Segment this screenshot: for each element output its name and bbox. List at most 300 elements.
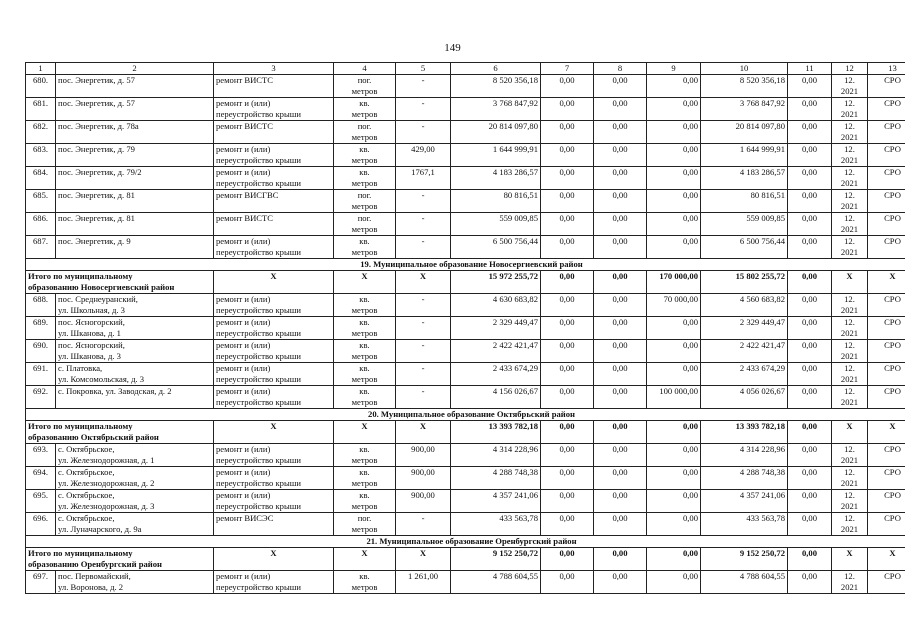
table-cell: СРО <box>868 571 905 594</box>
table-cell: СРО <box>868 236 905 259</box>
table-cell: 0,00 <box>541 444 594 467</box>
table-row <box>26 490 905 513</box>
table-cell: - <box>396 513 451 536</box>
table-cell: пос. Энергетик, д. 81 <box>56 213 214 236</box>
table-cell: 20 814 097,80 <box>701 121 788 144</box>
total-cell: 0,00 <box>647 421 701 444</box>
table-cell: СРО <box>868 490 905 513</box>
table-cell: 0,00 <box>647 236 701 259</box>
total-cell: X <box>832 548 868 571</box>
table-cell: 0,00 <box>788 513 832 536</box>
table-row <box>26 75 905 98</box>
total-cell: 0,00 <box>541 548 594 571</box>
table-cell: СРО <box>868 513 905 536</box>
table-cell: 0,00 <box>541 121 594 144</box>
table-cell: 0,00 <box>541 190 594 213</box>
total-cell: 0,00 <box>594 271 647 294</box>
table-cell: 697. <box>26 571 56 594</box>
table-cell: кв. метров <box>334 490 396 513</box>
column-header: 9 <box>647 63 701 75</box>
total-cell: X <box>832 271 868 294</box>
table-cell: 1767,1 <box>396 167 451 190</box>
table-cell: 12. 2021 <box>832 294 868 317</box>
table-cell: 12. 2021 <box>832 167 868 190</box>
table-cell: 12. 2021 <box>832 444 868 467</box>
table-cell: 0,00 <box>647 75 701 98</box>
table-cell: 0,00 <box>594 340 647 363</box>
table-cell: 12. 2021 <box>832 571 868 594</box>
table-cell: пог. метров <box>334 513 396 536</box>
table-cell: 0,00 <box>647 444 701 467</box>
table-cell: с. Платовка, ул. Комсомольская, д. 3 <box>56 363 214 386</box>
table-cell: кв. метров <box>334 444 396 467</box>
table-cell: 900,00 <box>396 444 451 467</box>
table-cell: кв. метров <box>334 317 396 340</box>
table-cell: 3 768 847,92 <box>701 98 788 121</box>
table-cell: 0,00 <box>788 213 832 236</box>
table-cell: 0,00 <box>788 294 832 317</box>
table-cell: 0,00 <box>788 386 832 409</box>
total-cell: 0,00 <box>541 271 594 294</box>
table-cell: 6 500 756,44 <box>451 236 541 259</box>
table-cell: пос. Ясногорский, ул. Шканова, д. 3 <box>56 340 214 363</box>
table-cell: 686. <box>26 213 56 236</box>
column-header: 3 <box>214 63 334 75</box>
total-cell: X <box>334 271 396 294</box>
table-cell: - <box>396 98 451 121</box>
table-cell: ремонт и (или) переустройство крыши <box>214 236 334 259</box>
table-cell: 685. <box>26 190 56 213</box>
table-cell: 4 288 748,38 <box>701 467 788 490</box>
table-cell: пос. Энергетик, д. 57 <box>56 98 214 121</box>
section-title: 19. Муниципальное образование Новосергиевский район <box>26 259 905 271</box>
table-cell: 0,00 <box>647 490 701 513</box>
table-cell: 0,00 <box>788 98 832 121</box>
table-cell: 0,00 <box>594 98 647 121</box>
table-cell: 0,00 <box>647 121 701 144</box>
table-cell: 681. <box>26 98 56 121</box>
table-cell: кв. метров <box>334 386 396 409</box>
table-cell: 4 314 228,96 <box>451 444 541 467</box>
table-cell: ремонт и (или) переустройство крыши <box>214 444 334 467</box>
table-cell: 12. 2021 <box>832 340 868 363</box>
column-header: 13 <box>868 63 905 75</box>
table-cell: 4 183 286,57 <box>701 167 788 190</box>
table-cell: пос. Энергетик, д. 79/2 <box>56 167 214 190</box>
table-cell: 0,00 <box>594 294 647 317</box>
table-cell: 691. <box>26 363 56 386</box>
table-cell: 0,00 <box>647 513 701 536</box>
table-cell: 0,00 <box>541 513 594 536</box>
total-label: Итого по муниципальному образованию Новосергиевский район <box>26 271 214 294</box>
table-cell: 0,00 <box>594 386 647 409</box>
table-cell: 0,00 <box>594 167 647 190</box>
table-cell: 1 261,00 <box>396 571 451 594</box>
table-cell: кв. метров <box>334 144 396 167</box>
section-header-row <box>26 536 905 548</box>
total-cell: X <box>214 421 334 444</box>
total-row <box>26 421 905 444</box>
table-cell: 0,00 <box>788 190 832 213</box>
table-cell: - <box>396 340 451 363</box>
table-cell: 0,00 <box>647 144 701 167</box>
table-cell: пос. Энергетик, д. 9 <box>56 236 214 259</box>
table-cell: ремонт и (или) переустройство крыши <box>214 467 334 490</box>
table-cell: пос. Первомайский, ул. Воронова, д. 2 <box>56 571 214 594</box>
table-cell: ремонт и (или) переустройство крыши <box>214 571 334 594</box>
table-cell: 0,00 <box>788 467 832 490</box>
table-cell: с. Октябрьское, ул. Железнодорожная, д. 3 <box>56 490 214 513</box>
table-cell: 0,00 <box>541 340 594 363</box>
table-cell: пос. Энергетик, д. 79 <box>56 144 214 167</box>
table-cell: 0,00 <box>541 571 594 594</box>
table-cell: 70 000,00 <box>647 294 701 317</box>
table-cell: 0,00 <box>594 444 647 467</box>
table-cell: 12. 2021 <box>832 317 868 340</box>
total-cell: X <box>214 271 334 294</box>
table-cell: 8 520 356,18 <box>451 75 541 98</box>
table-cell: 80 816,51 <box>701 190 788 213</box>
table-cell: кв. метров <box>334 467 396 490</box>
table-cell: ремонт ВИСЭС <box>214 513 334 536</box>
total-cell: 0,00 <box>541 421 594 444</box>
column-header-row <box>26 63 905 75</box>
total-cell: 0,00 <box>788 421 832 444</box>
table-cell: 0,00 <box>788 236 832 259</box>
total-cell: 0,00 <box>788 271 832 294</box>
table-cell: кв. метров <box>334 363 396 386</box>
table-cell: 0,00 <box>541 213 594 236</box>
table-cell: 696. <box>26 513 56 536</box>
table-cell: ремонт и (или) переустройство крыши <box>214 167 334 190</box>
column-header: 4 <box>334 63 396 75</box>
table-cell: 433 563,78 <box>701 513 788 536</box>
table-cell: с. Октябрьское, ул. Железнодорожная, д. 2 <box>56 467 214 490</box>
table-cell: 3 768 847,92 <box>451 98 541 121</box>
table-cell: 12. 2021 <box>832 98 868 121</box>
table-cell: 0,00 <box>541 167 594 190</box>
table-cell: 12. 2021 <box>832 121 868 144</box>
table-cell: СРО <box>868 340 905 363</box>
table-cell: 0,00 <box>647 340 701 363</box>
total-cell: 9 152 250,72 <box>451 548 541 571</box>
table-row <box>26 340 905 363</box>
table-cell: 4 056 026,67 <box>701 386 788 409</box>
page-number: 149 <box>444 42 461 54</box>
table-cell: 433 563,78 <box>451 513 541 536</box>
total-cell: 15 802 255,72 <box>701 271 788 294</box>
table-cell: 0,00 <box>788 490 832 513</box>
table-cell: с. Октябрьское, ул. Луначарского, д. 9а <box>56 513 214 536</box>
table-cell: 0,00 <box>647 98 701 121</box>
table-cell: - <box>396 317 451 340</box>
table-cell: 0,00 <box>647 213 701 236</box>
table-cell: пос. Энергетик, д. 78а <box>56 121 214 144</box>
total-cell: X <box>334 548 396 571</box>
table-cell: 4 288 748,38 <box>451 467 541 490</box>
table-cell: 0,00 <box>594 144 647 167</box>
column-header: 5 <box>396 63 451 75</box>
total-row <box>26 548 905 571</box>
total-label: Итого по муниципальному образованию Октябрьский район <box>26 421 214 444</box>
table-cell: ремонт и (или) переустройство крыши <box>214 363 334 386</box>
table-cell: кв. метров <box>334 236 396 259</box>
table-cell: кв. метров <box>334 294 396 317</box>
section-title: 21. Муниципальное образование Оренбургский район <box>26 536 905 548</box>
table-cell: 0,00 <box>594 490 647 513</box>
table-cell: СРО <box>868 167 905 190</box>
table-cell: 4 560 683,82 <box>701 294 788 317</box>
table-cell: 0,00 <box>788 571 832 594</box>
table-cell: 0,00 <box>788 167 832 190</box>
table-cell: 0,00 <box>594 363 647 386</box>
table-cell: 12. 2021 <box>832 363 868 386</box>
total-cell: 15 972 255,72 <box>451 271 541 294</box>
table-cell: 0,00 <box>541 317 594 340</box>
table-cell: 0,00 <box>541 75 594 98</box>
table-row <box>26 444 905 467</box>
capital-repair-table <box>25 62 905 594</box>
total-cell: 0,00 <box>594 421 647 444</box>
table-cell: 1 644 999,91 <box>451 144 541 167</box>
table-cell: 0,00 <box>788 363 832 386</box>
table-cell: 693. <box>26 444 56 467</box>
total-cell: X <box>214 548 334 571</box>
table-cell: кв. метров <box>334 571 396 594</box>
table-cell: 0,00 <box>788 121 832 144</box>
table-cell: 0,00 <box>594 121 647 144</box>
table-cell: - <box>396 190 451 213</box>
table-cell: пос. Ясногорский, ул. Шканова, д. 1 <box>56 317 214 340</box>
table-cell: 690. <box>26 340 56 363</box>
column-header: 12 <box>832 63 868 75</box>
total-cell: X <box>868 271 905 294</box>
column-header: 8 <box>594 63 647 75</box>
column-header: 7 <box>541 63 594 75</box>
table-cell: с. Покровка, ул. Заводская, д. 2 <box>56 386 214 409</box>
table-cell: 12. 2021 <box>832 513 868 536</box>
table-cell: 4 788 604,55 <box>451 571 541 594</box>
table-cell: 12. 2021 <box>832 75 868 98</box>
table-cell: кв. метров <box>334 340 396 363</box>
table-cell: ремонт ВИСТС <box>214 75 334 98</box>
table-cell: пог. метров <box>334 213 396 236</box>
table-cell: 687. <box>26 236 56 259</box>
table-cell: 0,00 <box>541 490 594 513</box>
table-cell: 0,00 <box>541 467 594 490</box>
total-cell: 13 393 782,18 <box>451 421 541 444</box>
column-header: 6 <box>451 63 541 75</box>
table-row <box>26 571 905 594</box>
table-cell: ремонт и (или) переустройство крыши <box>214 98 334 121</box>
table-cell: СРО <box>868 467 905 490</box>
table-cell: 682. <box>26 121 56 144</box>
table-cell: 6 500 756,44 <box>701 236 788 259</box>
table-row <box>26 513 905 536</box>
table-cell: 0,00 <box>594 75 647 98</box>
total-cell: X <box>396 271 451 294</box>
table-row <box>26 236 905 259</box>
total-cell: X <box>396 421 451 444</box>
total-row <box>26 271 905 294</box>
table-body <box>26 63 905 594</box>
table-cell: пос. Среднеуранский, ул. Школьная, д. 3 <box>56 294 214 317</box>
table-cell: СРО <box>868 363 905 386</box>
table-row <box>26 190 905 213</box>
table-cell: 100 000,00 <box>647 386 701 409</box>
table-cell: 0,00 <box>788 317 832 340</box>
table-cell: 2 433 674,29 <box>451 363 541 386</box>
table-cell: 2 329 449,47 <box>451 317 541 340</box>
table-cell: 0,00 <box>647 467 701 490</box>
table-cell: 0,00 <box>594 513 647 536</box>
total-cell: X <box>832 421 868 444</box>
table-cell: 12. 2021 <box>832 190 868 213</box>
table-cell: ремонт ВИСТС <box>214 213 334 236</box>
table-cell: 2 422 421,47 <box>451 340 541 363</box>
table-cell: - <box>396 75 451 98</box>
table-cell: 0,00 <box>647 363 701 386</box>
total-cell: 0,00 <box>647 548 701 571</box>
table-row <box>26 167 905 190</box>
table-cell: 8 520 356,18 <box>701 75 788 98</box>
table-cell: 4 357 241,06 <box>451 490 541 513</box>
table-cell: - <box>396 236 451 259</box>
table-cell: СРО <box>868 294 905 317</box>
table-cell: пос. Энергетик, д. 57 <box>56 75 214 98</box>
table-cell: 695. <box>26 490 56 513</box>
table-cell: пог. метров <box>334 121 396 144</box>
total-cell: 9 152 250,72 <box>701 548 788 571</box>
table-cell: - <box>396 363 451 386</box>
table-cell: 684. <box>26 167 56 190</box>
table-cell: 2 433 674,29 <box>701 363 788 386</box>
table-cell: СРО <box>868 444 905 467</box>
total-cell: 0,00 <box>788 548 832 571</box>
table-cell: 0,00 <box>647 167 701 190</box>
total-cell: X <box>334 421 396 444</box>
table-cell: 0,00 <box>594 190 647 213</box>
table-cell: 20 814 097,80 <box>451 121 541 144</box>
table-cell: 0,00 <box>594 213 647 236</box>
table-cell: 0,00 <box>541 363 594 386</box>
table-cell: 0,00 <box>647 190 701 213</box>
table-cell: 2 329 449,47 <box>701 317 788 340</box>
table-row <box>26 213 905 236</box>
table-cell: 0,00 <box>541 386 594 409</box>
table-cell: 559 009,85 <box>451 213 541 236</box>
column-header: 11 <box>788 63 832 75</box>
table-cell: СРО <box>868 386 905 409</box>
table-cell: 689. <box>26 317 56 340</box>
section-title: 20. Муниципальное образование Октябрьский район <box>26 409 905 421</box>
table-cell: 0,00 <box>788 75 832 98</box>
table-row <box>26 363 905 386</box>
table-cell: СРО <box>868 213 905 236</box>
column-header: 10 <box>701 63 788 75</box>
table-cell: СРО <box>868 98 905 121</box>
table-cell: 0,00 <box>788 340 832 363</box>
total-cell: X <box>868 548 905 571</box>
table-cell: 0,00 <box>594 317 647 340</box>
table-cell: 0,00 <box>594 571 647 594</box>
table-cell: пог. метров <box>334 75 396 98</box>
table-cell: 2 422 421,47 <box>701 340 788 363</box>
total-cell: X <box>868 421 905 444</box>
table-cell: 429,00 <box>396 144 451 167</box>
total-cell: 170 000,00 <box>647 271 701 294</box>
table-cell: 900,00 <box>396 467 451 490</box>
table-cell: ремонт и (или) переустройство крыши <box>214 340 334 363</box>
table-cell: ремонт и (или) переустройство крыши <box>214 386 334 409</box>
table-cell: кв. метров <box>334 167 396 190</box>
table-cell: 0,00 <box>541 98 594 121</box>
table-row <box>26 467 905 490</box>
table-cell: 4 630 683,82 <box>451 294 541 317</box>
table-cell: 12. 2021 <box>832 490 868 513</box>
table-row <box>26 144 905 167</box>
table-cell: 0,00 <box>647 317 701 340</box>
table-cell: 0,00 <box>541 236 594 259</box>
table-row <box>26 317 905 340</box>
table-cell: - <box>396 386 451 409</box>
table-cell: 683. <box>26 144 56 167</box>
table-row <box>26 386 905 409</box>
table-cell: СРО <box>868 75 905 98</box>
table-cell: 1 644 999,91 <box>701 144 788 167</box>
table-cell: 0,00 <box>541 144 594 167</box>
table-cell: пог. метров <box>334 190 396 213</box>
table-cell: ремонт ВИСТС <box>214 121 334 144</box>
table-cell: 688. <box>26 294 56 317</box>
total-cell: 13 393 782,18 <box>701 421 788 444</box>
table-row <box>26 98 905 121</box>
table-cell: 0,00 <box>594 467 647 490</box>
table-row <box>26 121 905 144</box>
total-cell: X <box>396 548 451 571</box>
table-cell: 680. <box>26 75 56 98</box>
column-header: 1 <box>26 63 56 75</box>
table-cell: пос. Энергетик, д. 81 <box>56 190 214 213</box>
table-cell: ремонт и (или) переустройство крыши <box>214 144 334 167</box>
table-cell: 4 788 604,55 <box>701 571 788 594</box>
table-cell: 12. 2021 <box>832 386 868 409</box>
table-cell: ремонт и (или) переустройство крыши <box>214 490 334 513</box>
table-cell: - <box>396 121 451 144</box>
table-cell: 0,00 <box>541 294 594 317</box>
table-cell: - <box>396 213 451 236</box>
table-cell: 4 357 241,06 <box>701 490 788 513</box>
table-cell: 12. 2021 <box>832 236 868 259</box>
section-header-row <box>26 259 905 271</box>
table-cell: СРО <box>868 144 905 167</box>
table-cell: 0,00 <box>594 236 647 259</box>
table-cell: 12. 2021 <box>832 144 868 167</box>
table-cell: ремонт и (или) переустройство крыши <box>214 294 334 317</box>
table-cell: 694. <box>26 467 56 490</box>
table-cell: 0,00 <box>788 444 832 467</box>
table-cell: - <box>396 294 451 317</box>
table-cell: ремонт и (или) переустройство крыши <box>214 317 334 340</box>
table-cell: 80 816,51 <box>451 190 541 213</box>
table-cell: СРО <box>868 190 905 213</box>
table-cell: 4 156 026,67 <box>451 386 541 409</box>
column-header: 2 <box>56 63 214 75</box>
table-cell: ремонт ВИСГВС <box>214 190 334 213</box>
table-cell: 4 314 228,96 <box>701 444 788 467</box>
table-cell: с. Октябрьское, ул. Железнодорожная, д. 1 <box>56 444 214 467</box>
table-cell: 0,00 <box>788 144 832 167</box>
